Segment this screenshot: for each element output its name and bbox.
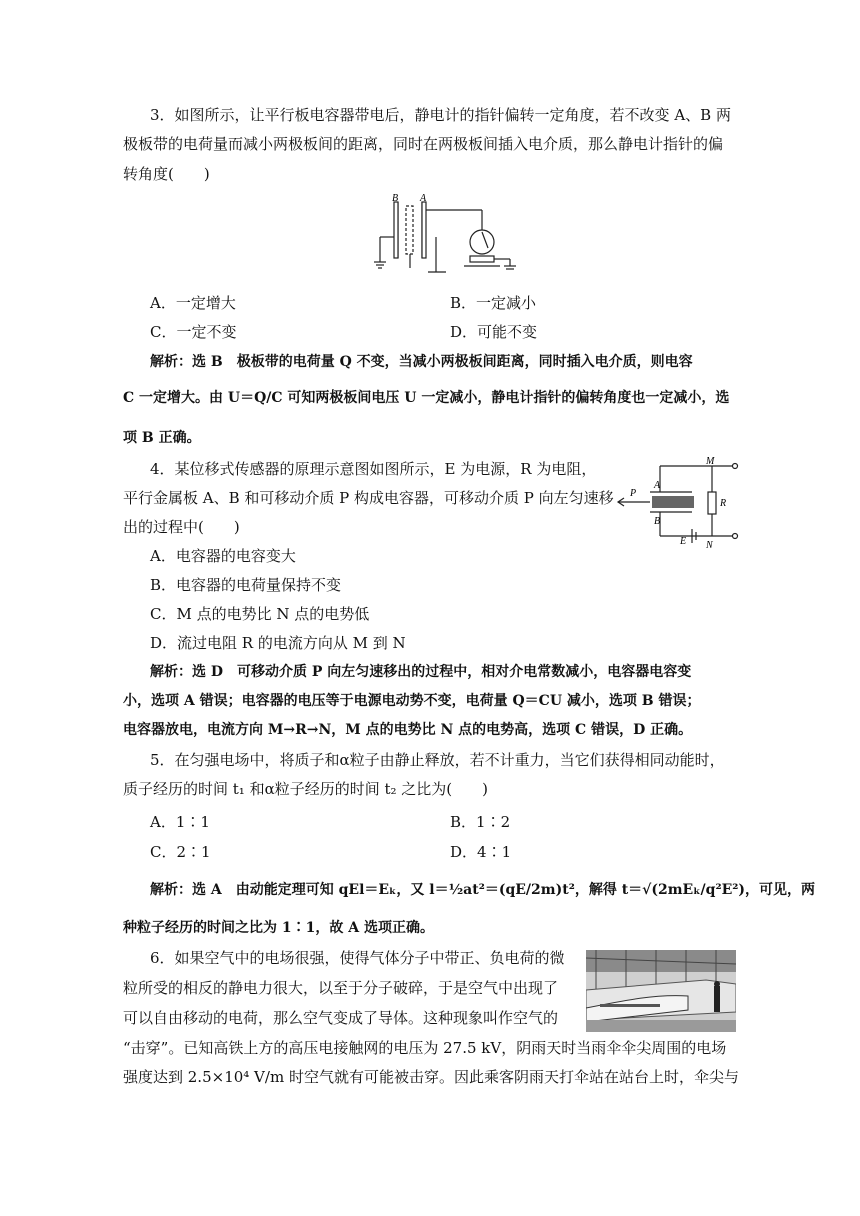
fig4-label-a: A bbox=[654, 480, 661, 491]
q5-answer-line-2: 种粒子经历的时间之比为 1∶1，故 A 选项正确。 bbox=[123, 920, 434, 936]
fig4-label-r: R bbox=[720, 498, 727, 509]
fig4-label-e: E bbox=[680, 536, 687, 547]
fig3-label-a: A bbox=[420, 193, 427, 204]
q4-stem-line-3: 出的过程中( ) bbox=[123, 518, 240, 536]
q5-option-a: A．1∶1 bbox=[150, 813, 210, 831]
q3-option-d: D．可能不变 bbox=[450, 323, 538, 341]
q4-stem-line-2: 平行金属板 A、B 和可移动介质 P 构成电容器，可移动介质 P 向左匀速移 bbox=[123, 489, 614, 507]
displacement-sensor-figure bbox=[614, 456, 744, 548]
q6-stem-line-4: “击穿”。已知高铁上方的高压电接触网的电压为 27.5 kV，阴雨天时当雨伞伞尖周围的电场 bbox=[123, 1039, 727, 1057]
q4-answer-line-3: 电容器放电，电流方向 M→R→N，M 点的电势比 N 点的电势高，选项 C 错误，D 正确。 bbox=[123, 722, 693, 738]
q4-option-b: B．电容器的电荷量保持不变 bbox=[150, 576, 342, 594]
capacitor-electrometer-figure bbox=[370, 192, 520, 280]
q3-option-b: B．一定减小 bbox=[450, 294, 537, 312]
fig4-label-n: N bbox=[706, 540, 713, 548]
q5-stem-line-1: 5．在匀强电场中，将质子和α粒子由静止释放，若不计重力，当它们获得相同动能时， bbox=[150, 751, 725, 769]
q3-answer-line-1: 解析：选 B 极板带的电荷量 Q 不变，当减小两极板间距离，同时插入电介质，则电容 bbox=[150, 354, 693, 370]
fig3-label-b: B bbox=[392, 193, 399, 204]
q4-option-c: C．M 点的电势比 N 点的电势低 bbox=[150, 605, 370, 623]
q6-stem-line-3: 可以自由移动的电荷，那么空气变成了导体。这种现象叫作空气的 bbox=[123, 1009, 559, 1027]
q4-option-d: D．流过电阻 R 的电流方向从 M 到 N bbox=[150, 634, 406, 652]
q6-stem-line-5: 强度达到 2.5×10⁴ V/m 时空气就有可能被击穿。因此乘客阴雨天打伞站在站台上时，伞尖与 bbox=[123, 1068, 739, 1086]
q3-stem-line-2: 极板带的电荷量而减小两极板间的距离，同时在两极板间插入电介质，那么静电计指针的偏 bbox=[123, 135, 724, 153]
q3-answer-line-3: 项 B 正确。 bbox=[123, 430, 201, 446]
q3-stem-line-3: 转角度( ) bbox=[123, 165, 210, 183]
fig4-label-b: B bbox=[654, 516, 661, 527]
q3-answer-line-2: C 一定增大。由 U＝Q/C 可知两极板间电压 U 一定减小，静电计指针的偏转角度也一定减小，选 bbox=[123, 390, 730, 406]
q3-option-c: C．一定不变 bbox=[150, 323, 237, 341]
q3-stem-line-1: 3．如图所示，让平行板电容器带电后，静电计的指针偏转一定角度，若不改变 A、B 两 bbox=[150, 106, 731, 124]
q6-stem-line-2: 粒所受的相反的静电力很大，以至于分子破碎，于是空气中出现了 bbox=[123, 979, 559, 997]
q3-option-a: A．一定增大 bbox=[150, 294, 236, 312]
q4-answer-line-1: 解析：选 D 可移动介质 P 向左匀速移出的过程中，相对介电常数减小，电容器电容变 bbox=[150, 664, 692, 680]
q5-stem-line-2: 质子经历的时间 t₁ 和α粒子经历的时间 t₂ 之比为( ) bbox=[123, 780, 488, 798]
q5-option-d: D．4∶1 bbox=[450, 843, 512, 861]
q6-stem-line-1: 6．如果空气中的电场很强，使得气体分子中带正、负电荷的微 bbox=[150, 949, 565, 967]
q4-stem-line-1: 4．某位移式传感器的原理示意图如图所示，E 为电源，R 为电阻， bbox=[150, 460, 597, 478]
high-speed-train-photo bbox=[586, 950, 736, 1032]
q4-option-a: A．电容器的电容变大 bbox=[150, 547, 296, 565]
fig4-label-m: M bbox=[706, 456, 715, 467]
q4-answer-line-2: 小，选项 A 错误；电容器的电压等于电源电动势不变，电荷量 Q＝CU 减小，选项 B 错误； bbox=[123, 693, 701, 709]
fig4-label-p: P bbox=[630, 488, 637, 499]
q5-option-b: B．1∶2 bbox=[450, 813, 511, 831]
q5-option-c: C．2∶1 bbox=[150, 843, 211, 861]
q5-answer-line-1: 解析：选 A 由动能定理可知 qEl＝Eₖ，又 l＝½at²＝(qE/2m)t²，解得 t＝√(2mEₖ/q²E²)，可见，两 bbox=[150, 882, 816, 898]
